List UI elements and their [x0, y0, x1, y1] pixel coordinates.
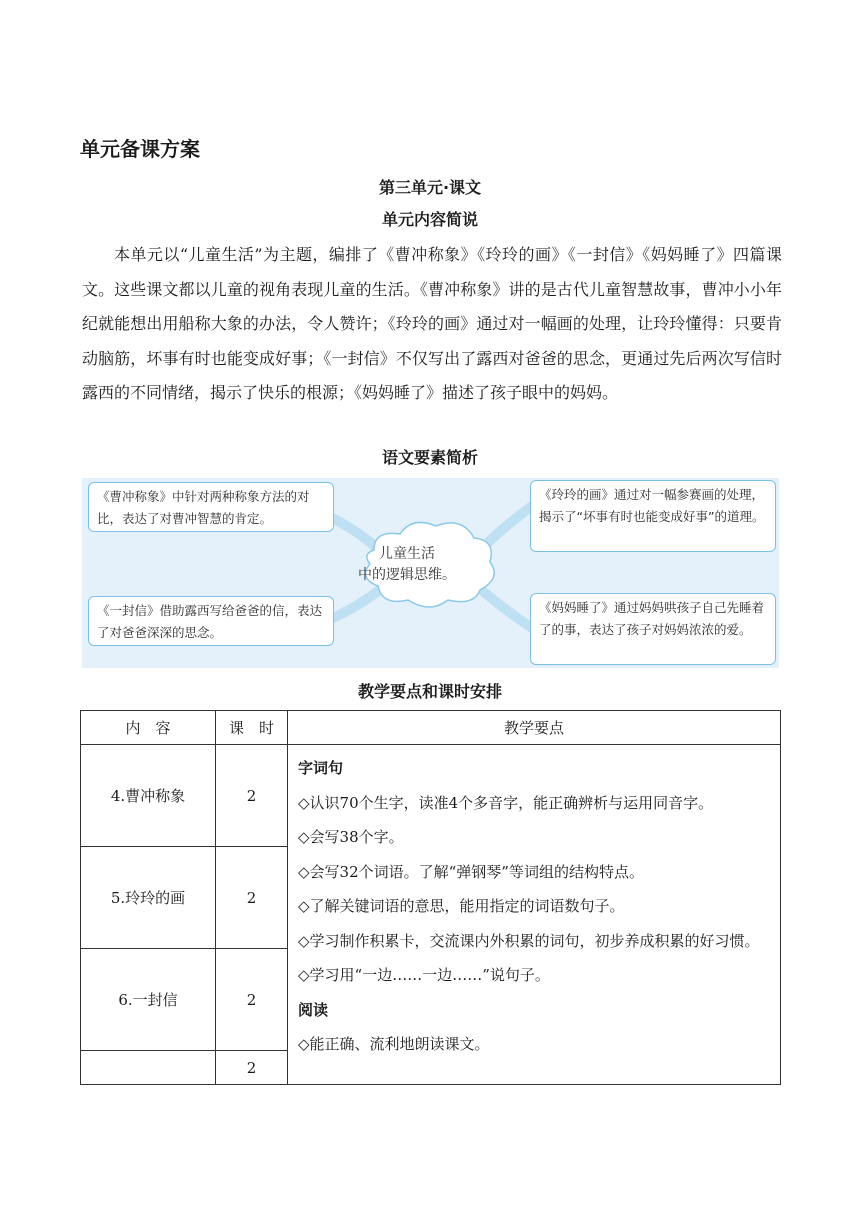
- header-hours: 课 时: [216, 711, 288, 745]
- row-hours: 2: [216, 847, 288, 949]
- bubble-top-left: 《曹冲称象》中针对两种称象方法的对比，表达了对曹冲智慧的肯定。: [88, 482, 334, 532]
- row-content: 4.曹冲称象: [81, 745, 216, 847]
- intro-title: 单元内容简说: [381, 210, 478, 229]
- schedule-title: 教学要点和课时安排: [357, 682, 502, 701]
- row-content: 6.一封信: [81, 949, 216, 1051]
- row-hours: 2: [216, 1051, 288, 1085]
- header-content: 内 容: [81, 711, 216, 745]
- schedule-table: [80, 710, 781, 1085]
- center-line-2: 中的逻辑思维。: [358, 567, 456, 583]
- language-elements-diagram: [82, 478, 779, 668]
- point-item: ◇会写38个字。: [298, 828, 404, 846]
- row-hours: 2: [216, 745, 288, 847]
- point-item: ◇能正确、流利地朗读课文。: [298, 1035, 490, 1053]
- diagram-center: [352, 544, 462, 586]
- point-item: ◇认识70个生字，读准4个多音字，能正确辨析与运用同音字。: [298, 793, 714, 812]
- points-subheading: 字词句: [298, 759, 344, 777]
- table-row: [81, 745, 781, 847]
- point-item: ◇了解关键词语的意思，能用指定的词语数句子。: [298, 897, 625, 915]
- point-item: ◇学习制作积累卡，交流课内外积累的词句，初步养成积累的好习惯。: [298, 931, 760, 950]
- elements-title: 语文要素简析: [381, 448, 478, 467]
- bubble-bottom-left: 《一封信》借助露西写给爸爸的信，表达了对爸爸深深的思念。: [88, 596, 334, 646]
- intro-text: 本单元以“儿童生活”为主题，编排了《曹冲称象》《玲玲的画》《一封信》《妈妈睡了》四篇课文。这些课文都以儿童的视角表现儿童的生活。《曹冲称象》讲的是古代儿童智慧故事，曹冲小小年纪就能想出用船称大象的办法，令人赞许；《玲玲的画》通过对一幅画的处理，让玲玲懂得：只要肯动脑筋，坏事有时也能变成好事；《一封信》不仅写出了露西对爸爸的思念，更通过先后两次写信时露西的不同情绪，揭示了快乐的根源；《妈妈睡了》描述了孩子眼中的妈妈。: [82, 245, 782, 402]
- row-hours: 2: [216, 949, 288, 1051]
- row-content: [81, 1051, 216, 1085]
- intro-paragraph: [82, 238, 782, 411]
- page-heading: 单元备课方案: [80, 137, 200, 161]
- points-subheading: 阅读: [298, 1000, 329, 1019]
- unit-title: 第三单元·课文: [378, 178, 482, 197]
- row-content: 5.玲玲的画: [81, 847, 216, 949]
- bubble-top-right: 《玲玲的画》通过对一幅参赛画的处理，揭示了“坏事有时也能变成好事”的道理。: [530, 480, 776, 552]
- point-item: ◇会写32个词语。了解“弹钢琴”等词组的结构特点。: [298, 862, 644, 881]
- header-points: 教学要点: [288, 711, 781, 745]
- table-header-row: [81, 711, 781, 745]
- bubble-bottom-right: 《妈妈睡了》通过妈妈哄孩子自己先睡着了的事，表达了孩子对妈妈浓浓的爱。: [530, 593, 776, 665]
- point-item: ◇学习用“一边……一边……”说句子。: [298, 966, 550, 984]
- teaching-points: [288, 745, 781, 1085]
- center-line-1: 儿童生活: [379, 546, 435, 562]
